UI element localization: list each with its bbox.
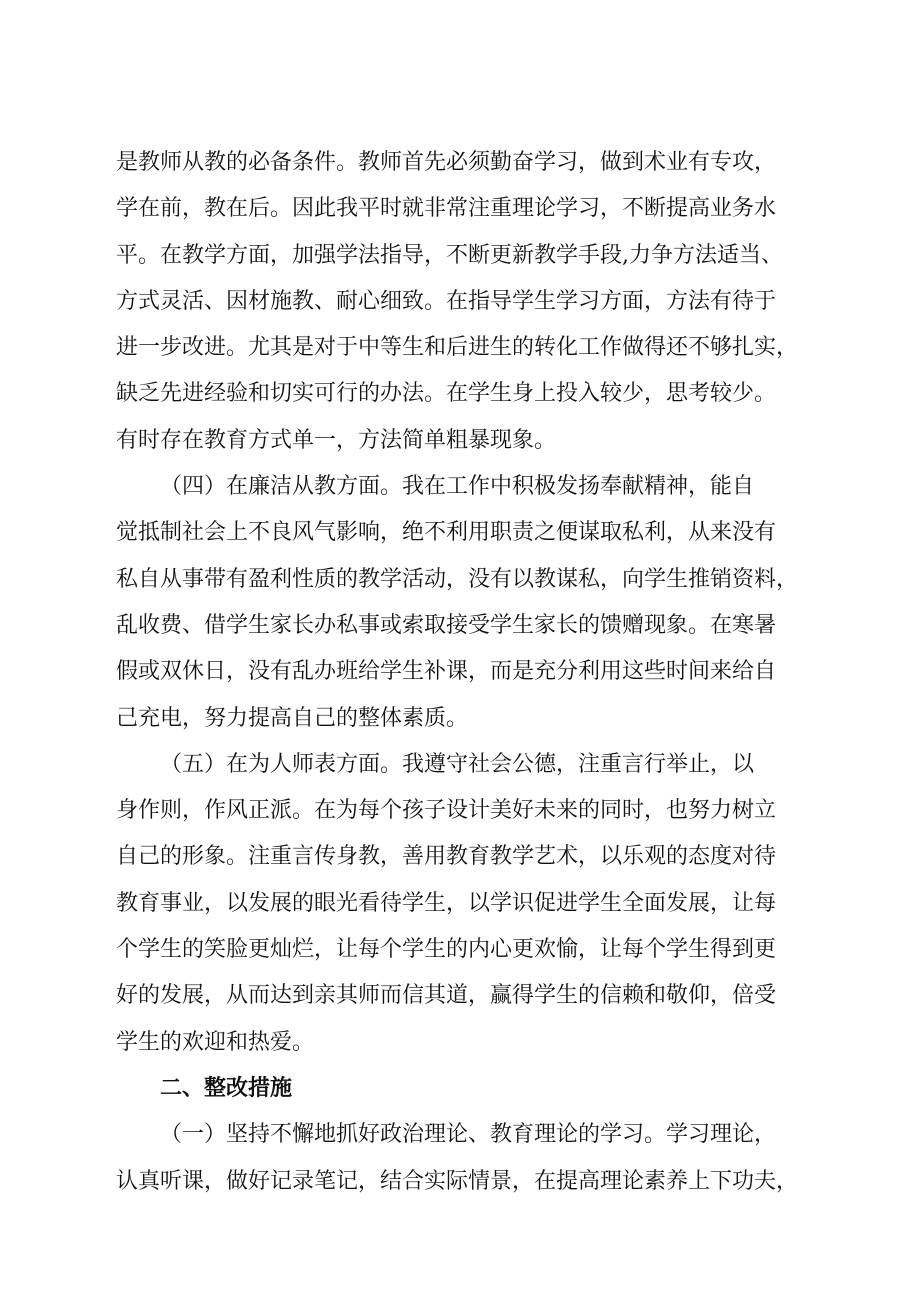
text-line: 觉抵制社会上不良风气影响，绝不利用职责之便谋取私利，从来没有 [116, 520, 777, 546]
text-line: （一）坚持不懈地抓好政治理论、教育理论的学习。学习理论， [160, 1122, 777, 1148]
text-line: 方式灵活、因材施教、耐心细致。在指导学生学习方面，方法有待于 [116, 288, 777, 314]
text-line: 自己的形象。注重言传身教，善用教育教学艺术，以乐观的态度对待 [116, 844, 777, 870]
text-line: 假或双休日，没有乱办班给学生补课，而是充分利用这些时间来给自 [116, 659, 777, 685]
paragraph [116, 464, 806, 742]
text-line: 学在前，教在后。因此我平时就非常注重理论学习，不断提高业务水 [116, 196, 777, 222]
text-line: 学生的欢迎和热爱。 [116, 1029, 315, 1055]
paragraph [116, 140, 806, 464]
text-line: 有时存在教育方式单一，方法简单粗暴现象。 [116, 427, 557, 453]
text-line: 好的发展，从而达到亲其师而信其道，赢得学生的信赖和敬仰，倍受 [116, 983, 777, 1009]
text-line: （五）在为人师表方面。我遵守社会公德，注重言行举止，以 [160, 751, 755, 777]
section-heading [116, 1066, 806, 1112]
document-body [116, 140, 806, 1205]
text-line: 己充电，努力提高自己的整体素质。 [116, 705, 469, 731]
paragraph [116, 742, 806, 1066]
text-line: （四）在廉洁从教方面。我在工作中积极发扬奉献精神，能自 [160, 474, 755, 500]
text-line: 私自从事带有盈利性质的教学活动，没有以教谋私，向学生推销资料， [116, 566, 799, 592]
text-line: 平。在教学方面，加强学法指导，不断更新教学手段,力争方法适当、 [116, 242, 783, 268]
text-line: 身作则，作风正派。在为每个孩子设计美好未来的同时，也努力树立 [116, 798, 777, 824]
text-line: 教育事业，以发展的眼光看待学生，以学识促进学生全面发展，让每 [116, 890, 777, 916]
text-line: 乱收费、借学生家长办私事或索取接受学生家长的馈赠现象。在寒暑 [116, 612, 777, 638]
text-line: 进一步改进。尤其是对于中等生和后进生的转化工作做得还不够扎实， [116, 335, 799, 361]
heading-text: 二、整改措施 [160, 1075, 293, 1101]
text-line: 是教师从教的必备条件。教师首先必须勤奋学习，做到术业有专攻， [116, 150, 777, 175]
text-line: 认真听课，做好记录笔记，结合实际情景，在提高理论素养上下功夫， [116, 1168, 799, 1194]
paragraph [116, 1112, 806, 1205]
text-line: 个学生的笑脸更灿烂，让每个学生的内心更欢愉，让每个学生得到更 [116, 937, 777, 963]
text-line: 缺乏先进经验和切实可行的办法。在学生身上投入较少，思考较少。 [116, 381, 777, 407]
